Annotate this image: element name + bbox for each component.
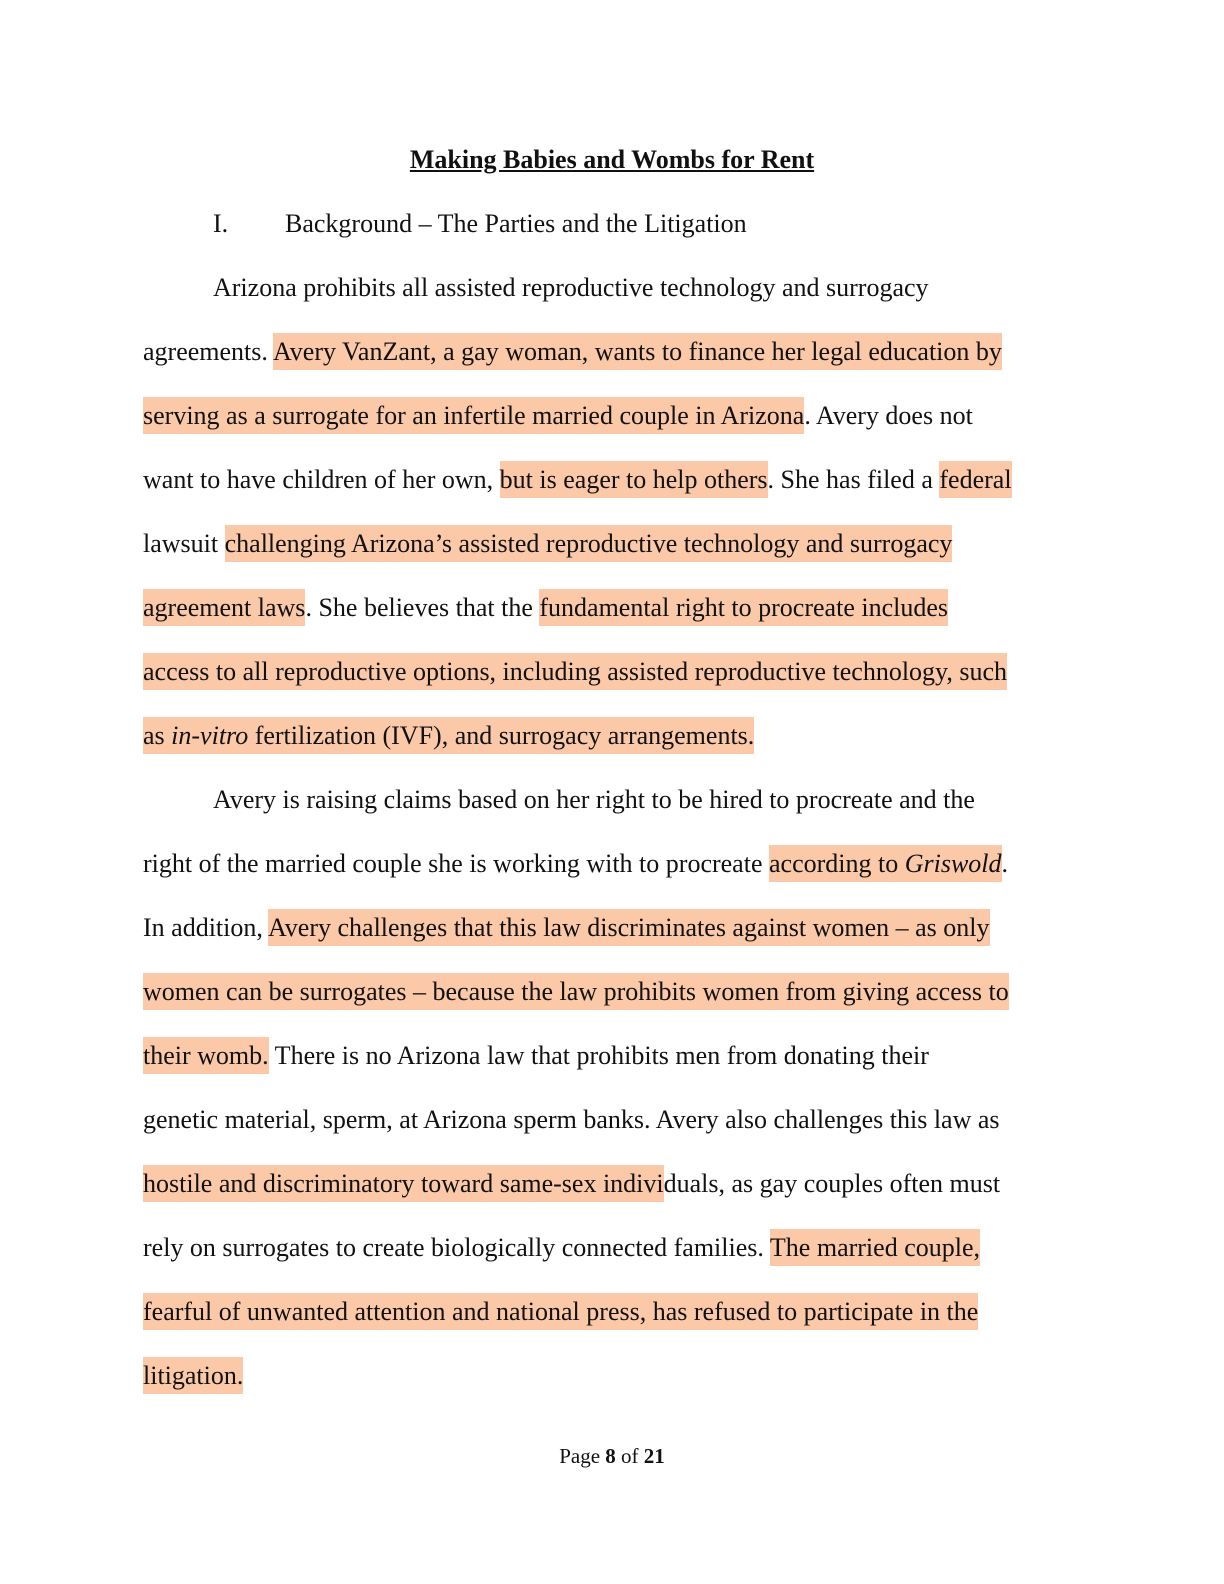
- body-text: Avery is raising claims based on her right to be hired to procreate and the: [213, 785, 975, 814]
- body-text: Arizona prohibits all assisted reproductive technology and surrogacy: [213, 273, 929, 302]
- body-line: [143, 524, 952, 564]
- highlighted-text: serving as a surrogate for an infertile married couple in Arizona: [143, 397, 804, 434]
- body-text: want to have children of her own,: [143, 465, 500, 494]
- body-line: [143, 1292, 978, 1332]
- body-line: [143, 460, 1012, 500]
- page-label: Page: [559, 1444, 601, 1468]
- body-line: [143, 588, 948, 628]
- body-text: .: [1001, 849, 1009, 878]
- body-text: genetic material, sperm, at Arizona sperm banks. Avery also challenges this law as: [143, 1105, 1000, 1134]
- body-text: In addition,: [143, 913, 268, 942]
- page-footer: [0, 1440, 1224, 1472]
- body-line: [143, 908, 990, 948]
- body-text: agreements.: [143, 337, 273, 366]
- body-line: [143, 1356, 243, 1396]
- highlighted-text: their womb.: [143, 1037, 269, 1074]
- body-text: . She believes that the: [305, 593, 540, 622]
- highlighted-text: litigation.: [143, 1357, 243, 1394]
- highlighted-text: as: [143, 717, 171, 754]
- section-number: I.: [213, 209, 229, 238]
- highlighted-text: challenging Arizona’s assisted reproductive technology and surrogacy: [225, 525, 953, 562]
- highlighted-text: fearful of unwanted attention and national press, has refused to participate in the: [143, 1293, 978, 1330]
- highlighted-text: but is eager to help others: [500, 461, 768, 498]
- body-line: [143, 1036, 929, 1076]
- page-current: 8: [605, 1444, 616, 1468]
- highlighted-text: women can be surrogates – because the law prohibits women from giving access to: [143, 973, 1009, 1010]
- body-line: [143, 332, 1002, 372]
- body-line: [143, 652, 1007, 692]
- highlighted-text: fertilization (IVF), and surrogacy arrangements.: [248, 717, 754, 754]
- body-line: [143, 972, 1009, 1012]
- of-label: of: [621, 1444, 639, 1468]
- body-line: [143, 1228, 980, 1268]
- highlighted-text: Avery challenges that this law discriminates against women – as only: [268, 909, 990, 946]
- body-text: rely on surrogates to create biologically connected families.: [143, 1233, 770, 1262]
- body-line: [213, 268, 929, 308]
- highlighted-text: access to all reproductive options, including assisted reproductive technology, such: [143, 653, 1007, 690]
- section-heading: [213, 204, 747, 244]
- body-line: [143, 716, 754, 756]
- body-text: . Avery does not: [804, 401, 973, 430]
- body-line: [143, 1164, 1000, 1204]
- body-text: duals, as gay couples often must: [663, 1169, 1001, 1198]
- highlighted-text: Griswold: [905, 845, 1002, 882]
- body-line: [213, 780, 975, 820]
- highlighted-text: according to: [769, 845, 905, 882]
- highlighted-text: The married couple,: [770, 1229, 980, 1266]
- highlighted-text: federal: [939, 461, 1011, 498]
- section-heading-text: Background – The Parties and the Litigation: [285, 209, 747, 238]
- body-line: [143, 844, 1008, 884]
- page-total: 21: [643, 1444, 665, 1468]
- body-line: [143, 396, 973, 436]
- highlighted-text: agreement laws: [143, 589, 305, 626]
- highlighted-text: in-vitro: [171, 717, 248, 754]
- highlighted-text: hostile and discriminatory toward same-sex indivi: [143, 1165, 664, 1202]
- highlighted-text: Avery VanZant, a gay woman, wants to finance her legal education by: [273, 333, 1002, 370]
- body-line: [143, 1100, 1000, 1140]
- body-text: lawsuit: [143, 529, 225, 558]
- body-text: . She has filed a: [767, 465, 940, 494]
- body-text: There is no Arizona law that prohibits men from donating their: [268, 1041, 929, 1070]
- highlighted-text: fundamental right to procreate includes: [539, 589, 948, 626]
- body-text: right of the married couple she is working with to procreate: [143, 849, 769, 878]
- document-title: Making Babies and Wombs for Rent: [409, 145, 815, 174]
